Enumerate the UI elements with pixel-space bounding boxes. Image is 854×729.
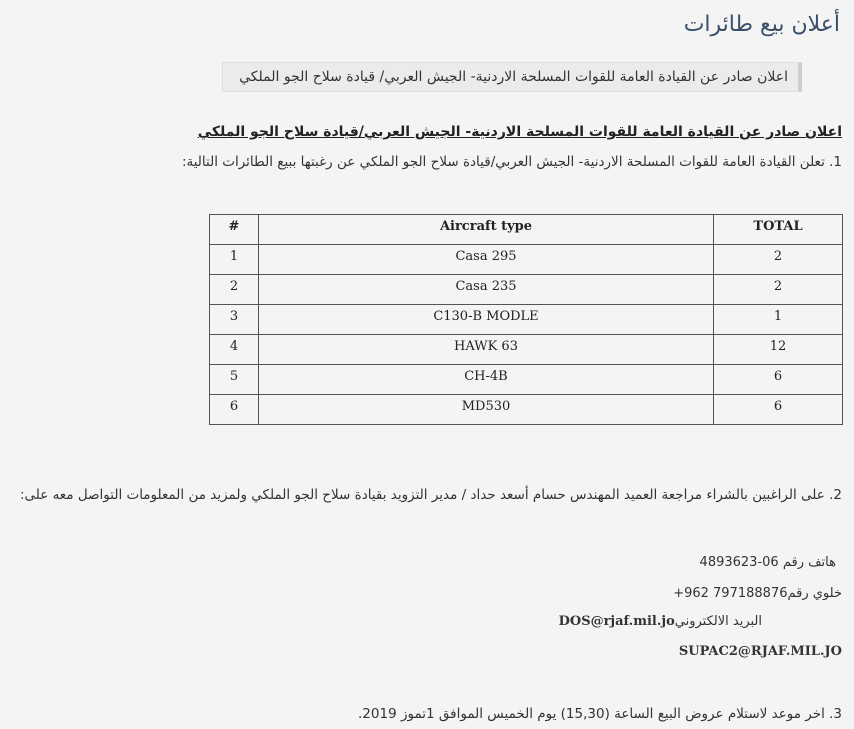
cell-aircraft-type: MD530 <box>259 395 714 425</box>
subtitle-text: اعلان صادر عن القيادة العامة للقوات المسلحة الاردنية- الجيش العربي/ قيادة سلاح الجو الملكي <box>239 69 788 85</box>
cell-num: 4 <box>210 335 259 365</box>
cell-num: 1 <box>210 245 259 275</box>
announcement-heading: اعلان صادر عن القيادة العامة للقوات المسلحة الاردنية- الجيش العربي/قيادة سلاح الجو الملكي <box>197 124 842 140</box>
cell-num: 5 <box>210 365 259 395</box>
cell-total: 1 <box>714 305 843 335</box>
header-total: TOTAL <box>714 215 843 245</box>
contact-phone <box>700 555 836 570</box>
cell-num: 2 <box>210 275 259 305</box>
phone-number: 4893623-06 <box>699 555 779 570</box>
phone-label: هاتف رقم <box>782 555 836 570</box>
email-label: البريد الالكتروني <box>674 614 762 629</box>
page-title: أعلان بيع طائرات <box>683 12 840 37</box>
paragraph-1: 1. تعلن القيادة العامة للقوات المسلحة الاردنية- الجيش العربي/قيادة سلاح الجو الملكي عن رغبتها ببيع الطائرات التالية: <box>181 154 842 170</box>
cell-aircraft-type: Casa 295 <box>259 245 714 275</box>
header-aircraft-type: Aircraft type <box>259 215 714 245</box>
cell-total: 12 <box>714 335 843 365</box>
cell-num: 3 <box>210 305 259 335</box>
cell-aircraft-type: C130-B MODLE <box>259 305 714 335</box>
header-num: # <box>210 215 259 245</box>
cell-total: 2 <box>714 275 843 305</box>
cell-aircraft-type: CH-4B <box>259 365 714 395</box>
subtitle-box <box>222 62 802 92</box>
contact-mobile <box>673 586 842 601</box>
cell-num: 6 <box>210 395 259 425</box>
table-row <box>210 275 843 305</box>
aircraft-table <box>209 214 843 425</box>
cell-aircraft-type: Casa 235 <box>259 275 714 305</box>
table-row <box>210 365 843 395</box>
table-row <box>210 245 843 275</box>
cell-total: 6 <box>714 365 843 395</box>
mobile-number: +962 797188876 <box>673 586 788 601</box>
email-link[interactable]: DOS@rjaf.mil.jo <box>558 614 675 629</box>
table-row <box>210 305 843 335</box>
paragraph-2: 2. على الراغبين بالشراء مراجعة العميد المهندس حسام أسعد حداد / مدير التزويد بقيادة سلاح الجو الملكي ولمزيد من المعلومات التواصل معه على: <box>19 487 842 503</box>
contact-email-2[interactable]: SUPAC2@RJAF.MIL.JO <box>678 644 842 659</box>
cell-aircraft-type: HAWK 63 <box>259 335 714 365</box>
table-header-row <box>210 215 843 245</box>
cell-total: 6 <box>714 395 843 425</box>
table-row <box>210 395 843 425</box>
cell-total: 2 <box>714 245 843 275</box>
contact-email <box>559 614 762 629</box>
table-row <box>210 335 843 365</box>
mobile-label: خلوي رقم <box>787 586 842 601</box>
paragraph-3: 3. اخر موعد لاستلام عروض البيع الساعة (15,30) يوم الخميس الموافق 1تموز 2019. <box>358 706 842 722</box>
